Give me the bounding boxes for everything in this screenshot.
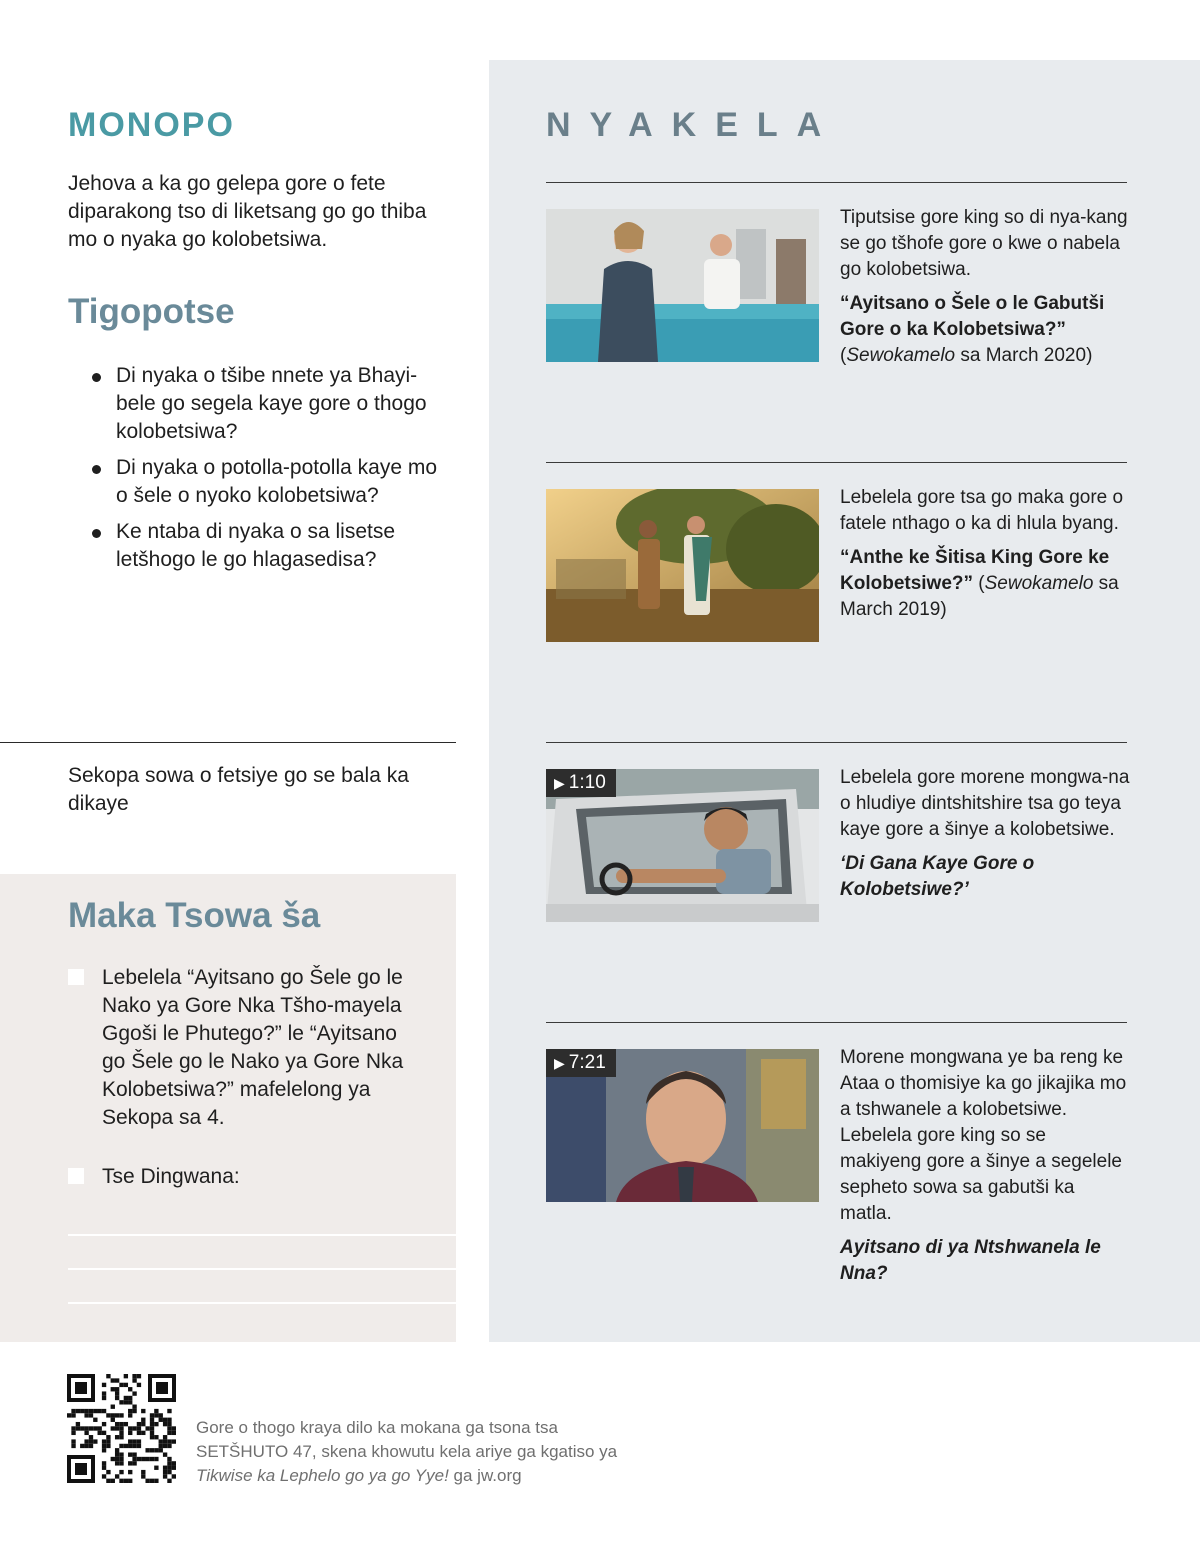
footer-website[interactable]: ga jw.org [448,1466,522,1485]
checklist-text: Tse Dingwana: [102,1165,240,1188]
entry-source-open: ( [840,345,847,366]
write-line [68,1302,456,1304]
sekopa-note: Sekopa sowa o fetsiye go se bala ka dikaye [68,764,409,815]
smiling-man-portrait-video[interactable] [546,1049,819,1202]
entry-title[interactable]: ‘Di Gana Kaye Gore o Kolobetsiwe?’ [840,853,1035,900]
question-item [92,518,452,574]
entry-source-rest: sa March 2019) [840,573,1119,620]
entry-description: Morene mongwana ye ba reng ke Ataa o thomisiye ka go jikajika mo a tshwanele a kolobetsiwe. Lebelela gore king so se makiyeng gore a šinye a segelele sepheto sowa sa gabutši ka matla. [840,1047,1127,1224]
checkbox[interactable] [68,969,84,985]
resource-entry [840,485,1130,623]
video-duration-badge [546,1049,616,1077]
bullet-icon [92,465,101,474]
video-duration: 1:10 [568,772,606,793]
entry-reference [840,291,1130,369]
entry-reference [840,545,1130,623]
divider [0,742,456,743]
divider [546,462,1127,463]
entry-title[interactable]: “Anthe ke Šitisa King Gore ke Kolobetsiwe?” [840,547,1110,594]
play-icon: ▶ [554,1055,565,1071]
entry-title[interactable]: Ayitsano di ya Ntshwanela le Nna? [840,1237,1101,1284]
man-driving-car-video[interactable] [546,769,819,922]
nyakela-heading: NYAKELA [546,106,841,144]
question-text: Ke ntaba di nyaka o sa lisetse letšhogo le go hlagasedisa? [116,520,396,571]
resource-entry [840,1045,1130,1287]
resource-entry [840,205,1130,369]
maka-heading: Maka Tsowa ša [68,896,321,935]
entry-title[interactable]: “Ayitsano o Šele o le Gabutši Gore o ka Kolobetsiwa?” [840,293,1105,340]
divider [546,742,1127,743]
entry-source-italic: Sewokamelo [846,345,956,366]
footer-line: SETŠHUTO 47, skena khowutu kela ariye ga kgatiso ya [196,1442,618,1461]
video-duration-badge [546,769,616,797]
footer-text [196,1416,716,1488]
video-duration: 7:21 [568,1052,606,1073]
entry-source-open: ( [973,573,985,594]
question-text: Di nyaka o potolla-potolla kaye mo o šele o nyoko kolobetsiwa? [116,456,438,507]
resource-entry [840,765,1130,903]
footer-line: Gore o thogo kraya dilo ka mokana ga tsona tsa [196,1418,558,1437]
checklist-text: Lebelela “Ayitsano go Šele go le Nako ya Gore Nka Tšho-mayela Ggoši le Phutego?” le “Ayitsano go Šele go le Nako ya Gore Nka Kolobetsiwa?” mafelelong ya Sekopa sa 4. [102,966,404,1129]
entry-reference [840,851,1130,903]
checklist-item [68,964,408,1132]
checklist-item [68,1163,408,1191]
bullet-icon [92,529,101,538]
tigopotse-heading: Tigopotse [68,292,235,331]
entry-source-rest: sa March 2020) [955,345,1093,366]
footer-publication-title: Tikwise ka Lephelo go ya go Yye! [196,1466,449,1485]
entry-reference [840,1235,1130,1287]
divider [546,182,1127,183]
play-icon: ▶ [554,775,565,791]
write-line [68,1268,456,1270]
footer-line [196,1464,716,1488]
entry-description: Lebelela gore tsa go maka gore o fatele nthago o ka di hlula byang. [840,487,1124,534]
write-line [68,1234,456,1236]
question-item [92,362,452,446]
bullet-icon [92,373,101,382]
question-item [92,454,452,510]
entry-source-italic: Sewokamelo [984,573,1094,594]
jesus-and-philip-painting-image[interactable] [546,489,819,642]
monopo-text: Jehova a ka go gelepa gore o fete diparakong tso di liketsang go go thiba mo o nyaka go kolobetsiwa. [68,172,427,251]
qr-code-icon[interactable] [67,1374,176,1483]
question-list [92,362,452,582]
checkbox[interactable] [68,1168,84,1184]
entry-description: Lebelela gore morene mongwa-na o hludiye dintshitshire tsa go teya kaye gore a šinye a kolobetsiwe. [840,767,1130,840]
entry-description: Tiputsise gore king so di nya-kang se go tšhofe gore o kwe o nabela go kolobetsiwa. [840,207,1128,280]
monopo-heading: MONOPO [68,106,235,144]
question-text: Di nyaka o tšibe nnete ya Bhayi-bele go segela kaye gore o thogo kolobetsiwa? [116,364,427,443]
woman-baptism-pool-image[interactable] [546,209,819,362]
divider [546,1022,1127,1023]
